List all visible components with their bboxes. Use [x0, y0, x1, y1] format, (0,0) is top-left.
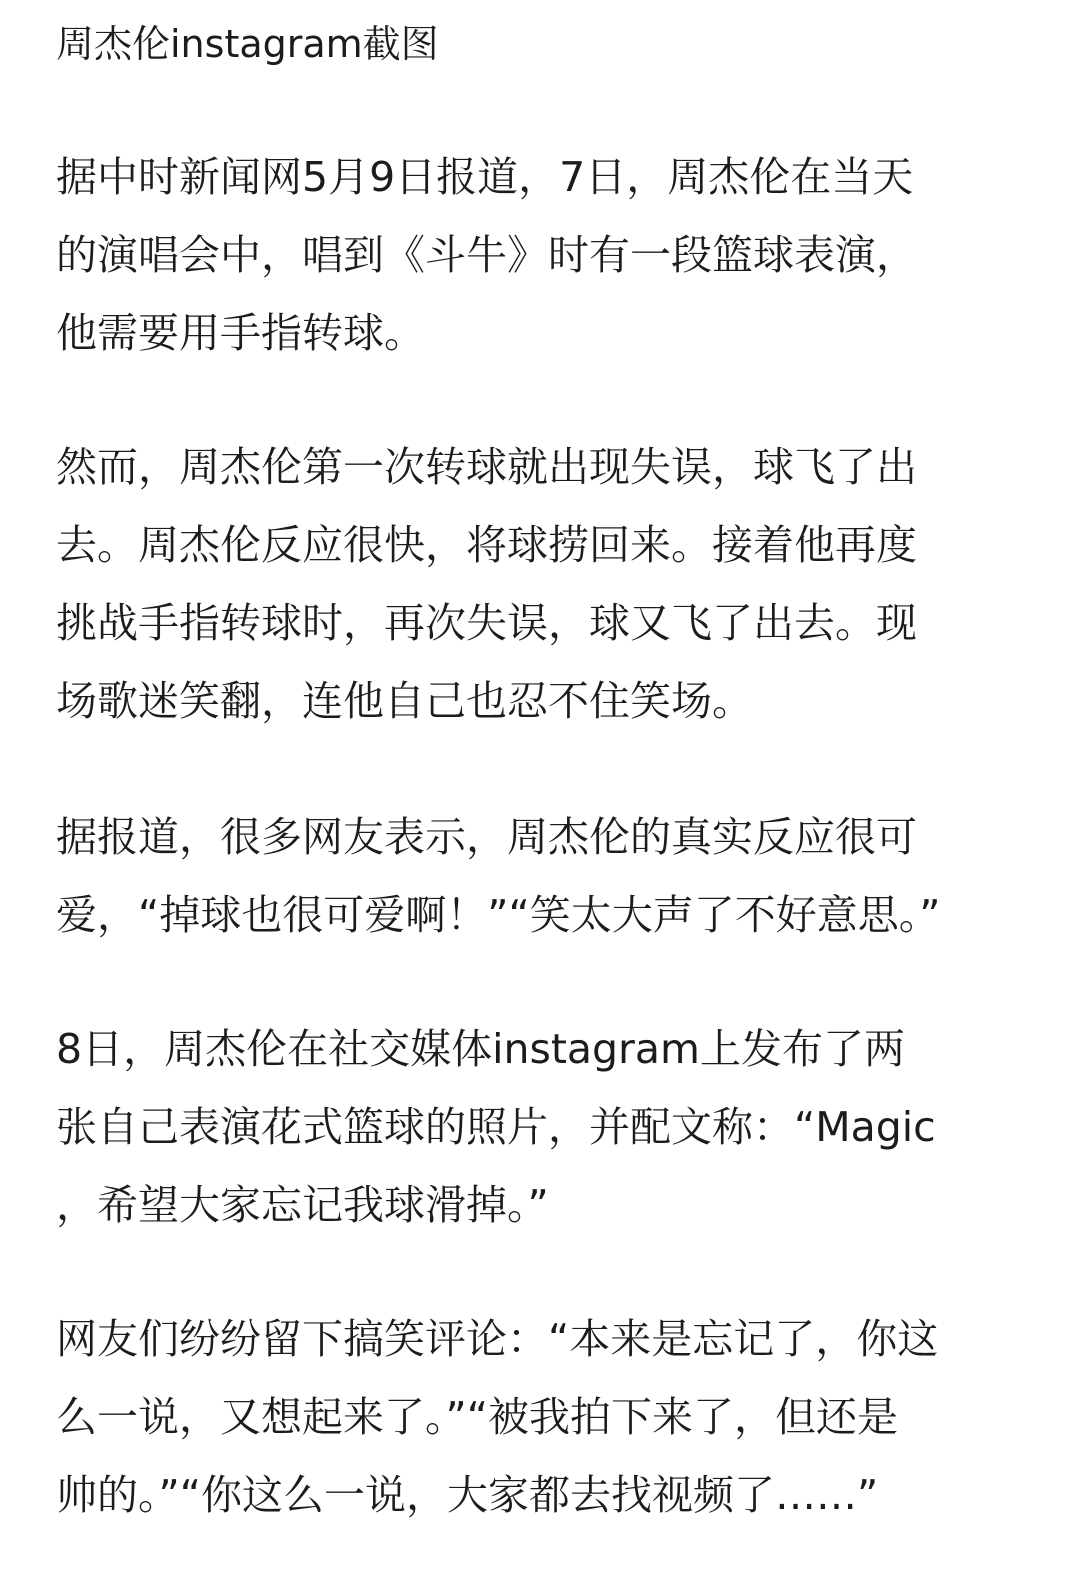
- paragraph-1: [56, 138, 1018, 372]
- paragraph-5: [56, 1300, 1018, 1534]
- paragraph-line: ，希望大家忘记我球滑掉。”: [56, 1181, 549, 1229]
- paragraph-line: 场歌迷笑翻，连他自己也忍不住笑场。: [56, 677, 753, 725]
- paragraph-3: [56, 798, 1018, 954]
- paragraph-line: 挑战手指转球时，再次失误，球又飞了出去。现: [56, 599, 917, 647]
- paragraph-line: 么一说，又想起来了。”“被我拍下来了，但还是: [56, 1393, 898, 1441]
- paragraph-line: 8日，周杰伦在社交媒体instagram上发布了两: [56, 1025, 905, 1073]
- image-caption: 周杰伦instagram截图: [56, 22, 439, 66]
- paragraph-line: 爱，“掉球也很可爱啊！”“笑太大声了不好意思。”: [56, 891, 941, 939]
- paragraph-line: 然而，周杰伦第一次转球就出现失误，球飞了出: [56, 443, 917, 491]
- paragraph-line: 的演唱会中，唱到《斗牛》时有一段篮球表演，: [56, 231, 917, 279]
- paragraph-line: 据报道，很多网友表示，周杰伦的真实反应很可: [56, 813, 917, 861]
- paragraph-4: [56, 1010, 1018, 1244]
- paragraph-line: 去。周杰伦反应很快，将球捞回来。接着他再度: [56, 521, 917, 569]
- paragraph-line: 据中时新闻网5月9日报道，7日，周杰伦在当天: [56, 153, 914, 201]
- paragraph-line: 网友们纷纷留下搞笑评论：“本来是忘记了，你这: [56, 1315, 939, 1363]
- paragraph-line: 帅的。”“你这么一说，大家都去找视频了……”: [56, 1471, 879, 1519]
- paragraph-line: 张自己表演花式篮球的照片，并配文称：“Magic: [56, 1103, 936, 1151]
- paragraph-line: 他需要用手指转球。: [56, 309, 425, 357]
- paragraph-2: [56, 428, 1018, 740]
